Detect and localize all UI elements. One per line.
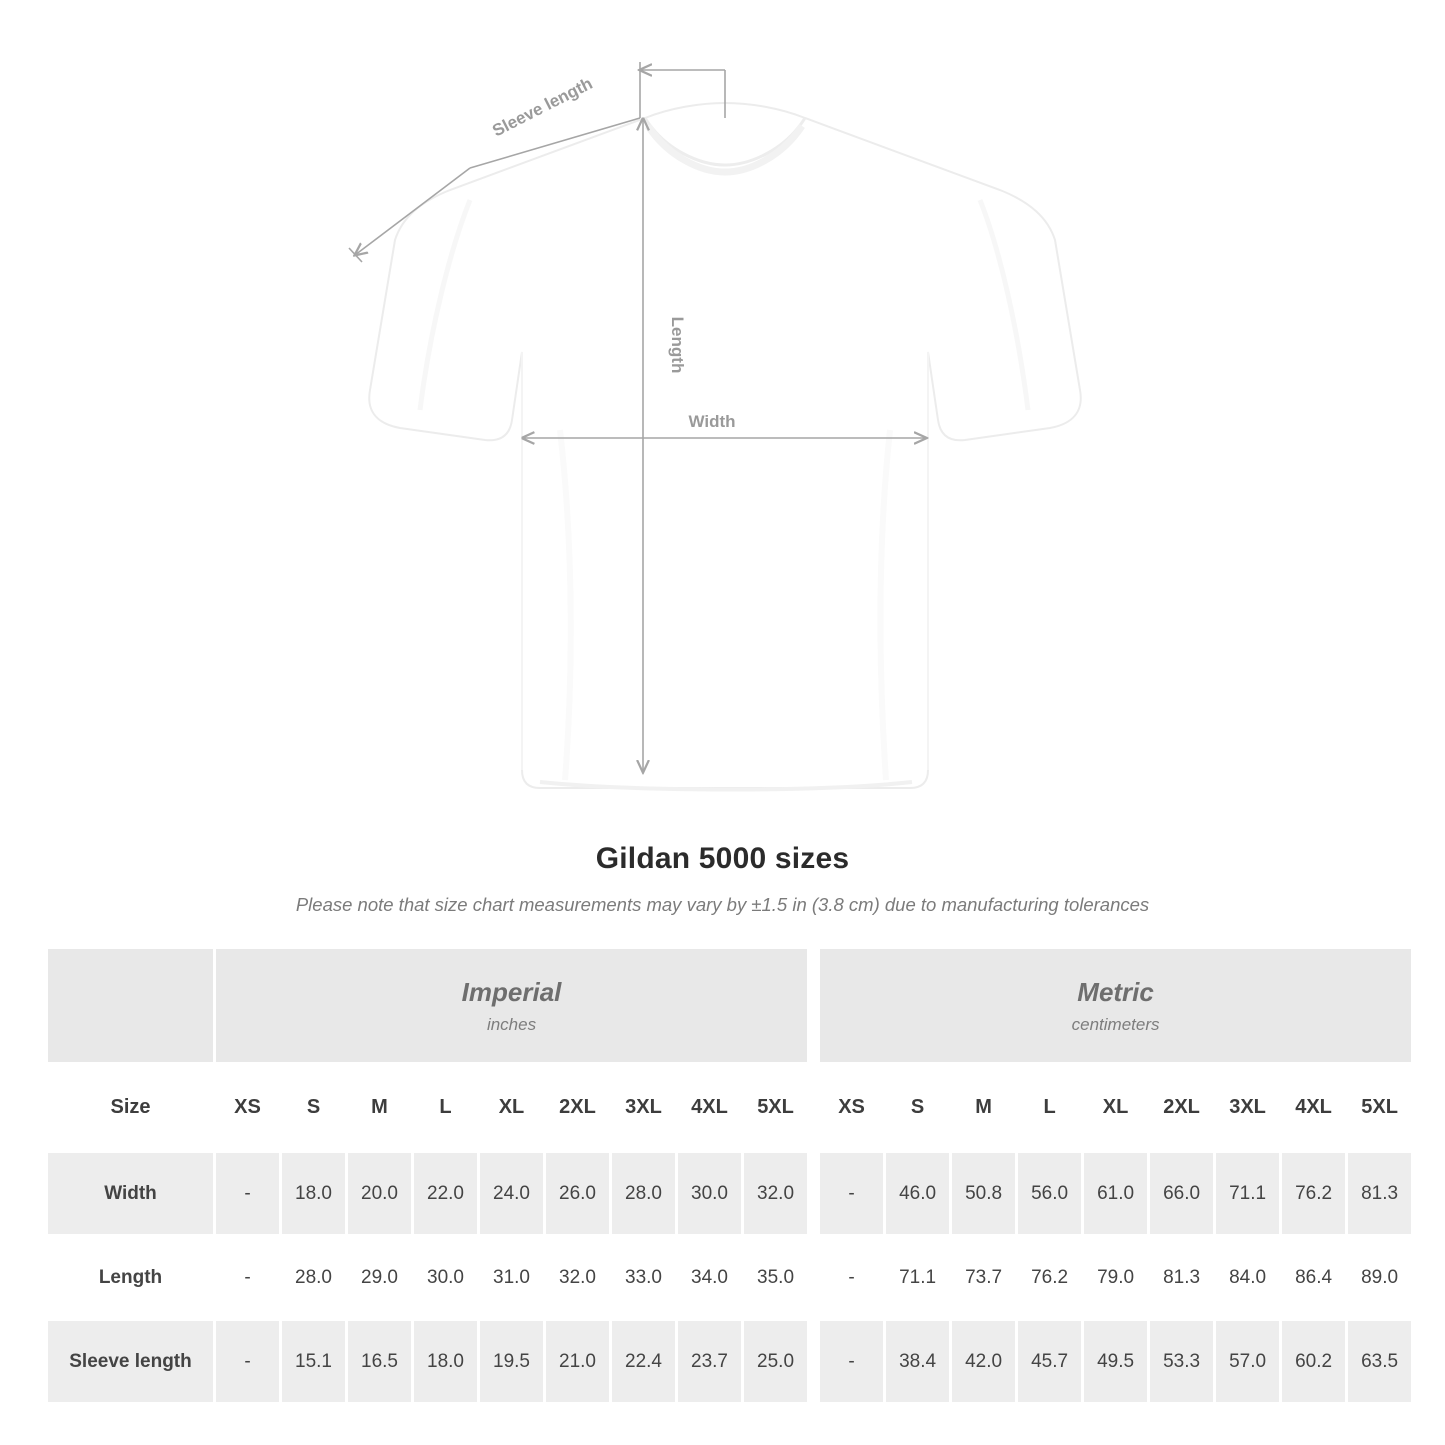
sleeve-length-label: Sleeve length (489, 73, 596, 141)
cell-length-imperial-3xl: 33.0 (611, 1236, 677, 1320)
cell-length-imperial-l: 30.0 (413, 1236, 479, 1320)
size-header-imperial-3xl: 3XL (611, 1064, 677, 1152)
cell-width-imperial-5xl: 32.0 (743, 1152, 809, 1236)
unit-group-metric-sub: centimeters (1071, 1014, 1160, 1034)
size-header-metric-xs: XS (819, 1064, 885, 1152)
size-header-metric-l: L (1017, 1064, 1083, 1152)
cell-width-imperial-m: 20.0 (347, 1152, 413, 1236)
cell-sleeve-metric-3xl: 57.0 (1215, 1320, 1281, 1404)
cell-length-metric-4xl: 86.4 (1281, 1236, 1347, 1320)
table-row (47, 1320, 1413, 1404)
tolerance-note: Please note that size chart measurements may vary by ±1.5 in (3.8 cm) due to manufacturing tolerances (295, 894, 1150, 915)
cell-length-metric-l: 76.2 (1017, 1236, 1083, 1320)
cell-width-metric-2xl: 66.0 (1149, 1152, 1215, 1236)
cell-width-imperial-xl: 24.0 (479, 1152, 545, 1236)
size-table (45, 946, 1414, 1405)
cell-width-metric-5xl: 81.3 (1347, 1152, 1413, 1236)
cell-width-metric-3xl: 71.1 (1215, 1152, 1281, 1236)
cell-length-metric-xs: - (819, 1236, 885, 1320)
cell-length-imperial-xs: - (215, 1236, 281, 1320)
cell-length-metric-s: 71.1 (885, 1236, 951, 1320)
cell-length-imperial-5xl: 35.0 (743, 1236, 809, 1320)
length-label: Length (668, 316, 687, 374)
title-block (0, 820, 1445, 916)
cell-sleeve-imperial-5xl: 25.0 (743, 1320, 809, 1404)
shirt-shape (369, 103, 1081, 790)
cell-length-metric-3xl: 84.0 (1215, 1236, 1281, 1320)
size-header-label: Size (47, 1064, 215, 1152)
cell-length-metric-m: 73.7 (951, 1236, 1017, 1320)
row-label-width: Width (47, 1152, 215, 1236)
size-header-imperial-4xl: 4XL (677, 1064, 743, 1152)
size-header-imperial-m: M (347, 1064, 413, 1152)
cell-width-imperial-xs: - (215, 1152, 281, 1236)
cell-sleeve-metric-s: 38.4 (885, 1320, 951, 1404)
cell-sleeve-metric-4xl: 60.2 (1281, 1320, 1347, 1404)
cell-sleeve-metric-5xl: 63.5 (1347, 1320, 1413, 1404)
cell-length-imperial-m: 29.0 (347, 1236, 413, 1320)
cell-sleeve-imperial-xs: - (215, 1320, 281, 1404)
cell-sleeve-imperial-s: 15.1 (281, 1320, 347, 1404)
row-gap-width (809, 1152, 819, 1236)
row-gap-length (809, 1236, 819, 1320)
cell-sleeve-metric-l: 45.7 (1017, 1320, 1083, 1404)
cell-width-metric-l: 56.0 (1017, 1152, 1083, 1236)
size-header-imperial-s: S (281, 1064, 347, 1152)
size-header-metric-4xl: 4XL (1281, 1064, 1347, 1152)
size-header-row (47, 1064, 1413, 1152)
cell-width-metric-xs: - (819, 1152, 885, 1236)
cell-length-imperial-xl: 31.0 (479, 1236, 545, 1320)
cell-width-imperial-2xl: 26.0 (545, 1152, 611, 1236)
size-header-metric-m: M (951, 1064, 1017, 1152)
cell-sleeve-imperial-4xl: 23.7 (677, 1320, 743, 1404)
width-label: Width (688, 412, 736, 431)
cell-sleeve-metric-2xl: 53.3 (1149, 1320, 1215, 1404)
row-gap-sleeve (809, 1320, 819, 1404)
size-header-imperial-2xl: 2XL (545, 1064, 611, 1152)
size-header-metric-2xl: 2XL (1149, 1064, 1215, 1152)
cell-width-metric-4xl: 76.2 (1281, 1152, 1347, 1236)
cell-length-imperial-s: 28.0 (281, 1236, 347, 1320)
row-label-sleeve-length: Sleeve length (47, 1320, 215, 1404)
row-label-length: Length (47, 1236, 215, 1320)
cell-sleeve-metric-xl: 49.5 (1083, 1320, 1149, 1404)
size-header-metric-3xl: 3XL (1215, 1064, 1281, 1152)
cell-width-imperial-3xl: 28.0 (611, 1152, 677, 1236)
cell-width-imperial-s: 18.0 (281, 1152, 347, 1236)
unit-group-metric (819, 948, 1413, 1064)
cell-width-imperial-4xl: 30.0 (677, 1152, 743, 1236)
size-table-wrap (0, 946, 1445, 1405)
size-header-metric-xl: XL (1083, 1064, 1149, 1152)
cell-length-metric-2xl: 81.3 (1149, 1236, 1215, 1320)
size-header-imperial-5xl: 5XL (743, 1064, 809, 1152)
unit-row-spacer (47, 948, 215, 1064)
cell-sleeve-imperial-xl: 19.5 (479, 1320, 545, 1404)
table-row (47, 1236, 1413, 1320)
table-row (47, 1152, 1413, 1236)
cell-sleeve-imperial-l: 18.0 (413, 1320, 479, 1404)
cell-width-metric-s: 46.0 (885, 1152, 951, 1236)
unit-group-imperial (215, 948, 809, 1064)
size-header-imperial-xl: XL (479, 1064, 545, 1152)
size-header-imperial-xs: XS (215, 1064, 281, 1152)
unit-header-row (47, 948, 1413, 1064)
size-header-gap (809, 1064, 819, 1152)
cell-length-imperial-2xl: 32.0 (545, 1236, 611, 1320)
unit-row-gap (809, 948, 819, 1064)
size-header-metric-5xl: 5XL (1347, 1064, 1413, 1152)
unit-group-metric-name: Metric (1077, 977, 1154, 1008)
cell-width-metric-m: 50.8 (951, 1152, 1017, 1236)
cell-sleeve-imperial-2xl: 21.0 (545, 1320, 611, 1404)
cell-width-imperial-l: 22.0 (413, 1152, 479, 1236)
cell-length-imperial-4xl: 34.0 (677, 1236, 743, 1320)
unit-group-imperial-sub: inches (486, 1014, 537, 1034)
cell-length-metric-xl: 79.0 (1083, 1236, 1149, 1320)
cell-width-metric-xl: 61.0 (1083, 1152, 1149, 1236)
cell-sleeve-metric-m: 42.0 (951, 1320, 1017, 1404)
cell-sleeve-imperial-3xl: 22.4 (611, 1320, 677, 1404)
cell-sleeve-imperial-m: 16.5 (347, 1320, 413, 1404)
page-title: Gildan 5000 sizes (595, 842, 850, 875)
unit-group-imperial-name: Imperial (461, 977, 562, 1008)
size-header-metric-s: S (885, 1064, 951, 1152)
size-header-imperial-l: L (413, 1064, 479, 1152)
cell-sleeve-metric-xs: - (819, 1320, 885, 1404)
cell-length-metric-5xl: 89.0 (1347, 1236, 1413, 1320)
